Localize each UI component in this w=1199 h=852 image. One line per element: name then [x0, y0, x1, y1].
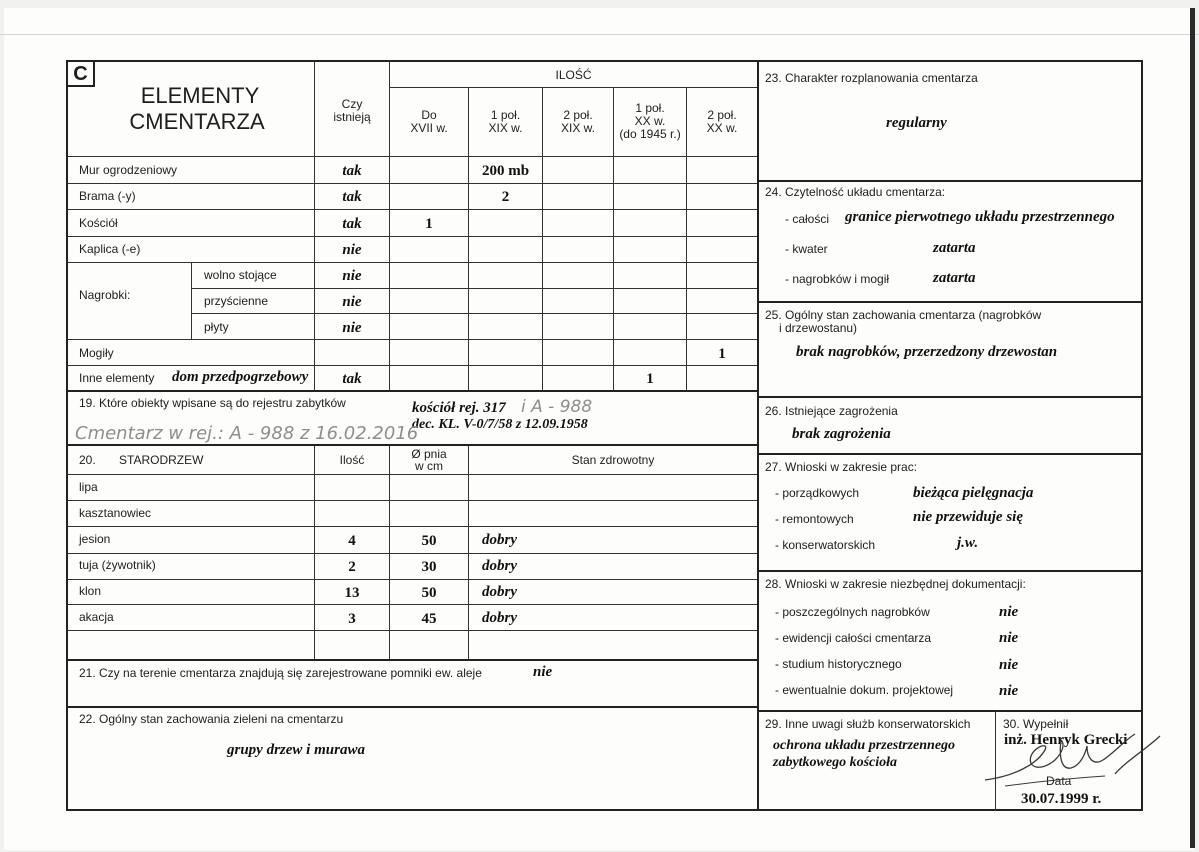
trees-number: 20. [79, 453, 96, 467]
signature-graphic [975, 716, 1175, 796]
tree-qty: 2 [348, 559, 356, 575]
grid-line [67, 156, 757, 157]
element-count: 1 [425, 216, 433, 232]
period-header: 2 poł. [707, 108, 737, 122]
tree-state: dobry [482, 584, 517, 600]
element-exists: tak [342, 216, 362, 232]
grid-line [191, 262, 192, 339]
element-label: Brama (-y) [79, 189, 136, 203]
element-exists: nie [342, 268, 362, 284]
trees-diam-header-2: w cm [415, 459, 443, 473]
element-exists: tak [342, 371, 362, 387]
q28-item-label: - poszczególnych nagrobków [775, 605, 930, 619]
q25-label-1: 25. Ogólny stan zachowania cmentarza (nagrobków [765, 308, 1042, 322]
q29-value-1: ochrona układu przestrzennego [773, 738, 956, 753]
tree-qty: 3 [348, 611, 356, 627]
element-exists: nie [342, 242, 362, 258]
grid-line [758, 453, 1142, 455]
q26-label: 26. Istniejące zagrożenia [765, 404, 898, 418]
q28-item-label: - ewidencji całości cmentarza [775, 631, 932, 645]
grid-line [758, 396, 1142, 398]
tree-diameter: 30 [421, 559, 437, 575]
q28-item-value: nie [999, 683, 1019, 699]
element-exists: nie [342, 320, 362, 336]
grid-line [67, 659, 757, 661]
element-extra: dom przedpogrzebowy [172, 369, 309, 385]
q27-item-value: bieżąca pielęgnacja [913, 485, 1034, 501]
element-label: Kościół [79, 216, 118, 230]
grid-line [67, 262, 757, 263]
q22-value: grupy drzew i murawa [227, 742, 365, 758]
tree-name: tuja (żywotnik) [79, 558, 156, 572]
q28-label: 28. Wnioski w zakresie niezbędnej dokumentacji: [765, 577, 1026, 591]
q24-item-value: granice pierwotnego układu przestrzennego [845, 209, 1115, 225]
grid-line [67, 706, 757, 708]
element-exists: tak [342, 189, 362, 205]
q24-item-label: - całości [785, 212, 830, 226]
grid-line [758, 570, 1142, 572]
grid-line [758, 710, 1142, 712]
quantity-header: ILOŚĆ [555, 68, 592, 82]
element-label: Mur ogrodzeniowy [79, 163, 178, 177]
period-header: XIX w. [560, 121, 595, 135]
sheet-edge [0, 34, 1199, 35]
grid-line [67, 390, 757, 392]
period-header: XIX w. [488, 121, 523, 135]
q26-value: brak zagrożenia [792, 426, 891, 442]
period-header: XX w. [706, 121, 738, 135]
q24-item-label: - nagrobków i mogił [785, 272, 890, 286]
tree-state: dobry [482, 610, 517, 626]
tree-name: akacja [79, 610, 114, 624]
grid-line [67, 553, 757, 554]
grid-line [758, 180, 1142, 182]
tree-name: lipa [79, 480, 98, 494]
period-header: Do [421, 108, 437, 122]
q29-value-2: zabytkowego kościoła [773, 755, 898, 770]
q27-label: 27. Wnioski w zakresie prac: [765, 460, 918, 474]
element-count: 1 [718, 346, 726, 362]
tree-qty: 4 [348, 533, 356, 549]
element-exists: nie [342, 294, 362, 310]
grid-line [67, 365, 757, 366]
q19-pencil-note: i A - 988 [521, 397, 593, 417]
q28-item-value: nie [999, 657, 1019, 673]
element-exists: tak [342, 163, 362, 179]
trees-state-header: Stan zdrowotny [571, 453, 655, 467]
element-label: Inne elementy [79, 371, 155, 385]
q22-label: 22. Ogólny stan zachowania zieleni na cmentarzu [79, 712, 344, 726]
grid-line [67, 339, 757, 340]
period-header: 1 poł. [635, 101, 665, 115]
grid-line [389, 87, 757, 88]
q23-value: regularny [886, 115, 947, 131]
q25-label-2: i drzewostanu) [779, 321, 858, 335]
period-header: XVII w. [410, 121, 448, 135]
q19-label: 19. Które obiekty wpisane są do rejestru zabytków [79, 396, 346, 410]
section-letter: C [68, 62, 95, 87]
grid-line [67, 579, 757, 580]
q23-label: 23. Charakter rozplanowania cmentarza [765, 71, 978, 85]
q28-item-label: - studium historycznego [775, 657, 902, 671]
nagrobki-label: Nagrobki: [79, 288, 131, 302]
q19-value-1: kościół rej. 317 [412, 400, 506, 416]
q27-item-label: - remontowych [775, 512, 854, 526]
q27-item-label: - konserwatorskich [775, 538, 876, 552]
grid-line [67, 526, 757, 527]
tree-name: klon [79, 584, 102, 598]
grid-line [67, 630, 757, 631]
q19-pencil-line: Cmentarz w rej.: A - 988 z 16.02.2016 [75, 423, 419, 444]
q24-item-label: - kwater [785, 242, 828, 256]
divider-main [757, 61, 759, 811]
q24-item-value: zatarta [933, 240, 976, 256]
period-header: XX w. [634, 114, 666, 128]
trees-qty-header: Ilość [339, 453, 365, 467]
grid-line [67, 209, 757, 210]
element-label: przyścienne [204, 294, 269, 308]
tree-diameter: 50 [421, 585, 437, 601]
q24-label: 24. Czytelność układu cmentarza: [765, 185, 946, 199]
q30-label: 30. Wypełnił [1003, 717, 1069, 731]
trees-diam-header-1: Ø pnia [411, 447, 447, 461]
element-count: 1 [646, 371, 654, 387]
grid-line [67, 444, 757, 446]
q28-item-label: - ewentualnie dokum. projektowej [775, 683, 954, 697]
period-header: (do 1945 r.) [619, 127, 681, 141]
trees-header: STARODRZEW [119, 453, 204, 467]
date-value: 30.07.1999 r. [1021, 791, 1102, 807]
tree-state: dobry [482, 532, 517, 548]
grid-line [758, 301, 1142, 303]
grid-line [67, 500, 757, 501]
q27-item-value: nie przewiduje się [913, 509, 1024, 525]
author-name: inż. Henryk Grecki [1004, 732, 1128, 748]
q19-value-2: dec. KL. V-0/7/58 z 12.09.1958 [412, 417, 588, 432]
element-label: wolno stojące [204, 268, 277, 282]
element-count: 200 mb [481, 163, 530, 179]
grid-line [67, 236, 757, 237]
element-label: płyty [204, 320, 229, 334]
tree-diameter: 45 [421, 611, 437, 627]
grid-line [67, 474, 757, 475]
q25-value: brak nagrobków, przerzedzony drzewostan [796, 344, 1058, 360]
element-label: Kaplica (-e) [79, 242, 141, 256]
q27-item-label: - porządkowych [775, 486, 860, 500]
title-line-2: CMENTARZA [129, 109, 265, 134]
grid-line [67, 183, 757, 184]
period-header: 2 poł. [563, 108, 593, 122]
tree-diameter: 50 [421, 533, 437, 549]
q27-item-value: j.w. [957, 535, 979, 551]
tree-qty: 13 [344, 585, 360, 601]
exists-header-1: Czy [341, 97, 363, 111]
q29-label: 29. Inne uwagi służb konserwatorskich [765, 717, 971, 731]
grid-line [191, 313, 757, 314]
q21-value: nie [533, 664, 553, 680]
period-header: 1 poł. [490, 108, 521, 122]
grid-line [67, 604, 757, 605]
date-label: Data [1046, 774, 1072, 788]
element-count: 2 [501, 189, 510, 205]
scan-edge [1190, 8, 1195, 848]
title-line-1: ELEMENTY [140, 83, 260, 108]
element-label: Mogiły [79, 346, 114, 360]
q28-item-value: nie [999, 630, 1019, 646]
exists-header-2: istnieją [333, 110, 371, 124]
tree-name: jesion [79, 532, 111, 546]
grid-line [191, 288, 757, 289]
tree-name: kasztanowiec [79, 506, 152, 520]
q21-label: 21. Czy na terenie cmentarza znajdują się zarejestrowane pomniki ew. aleje [79, 666, 482, 680]
tree-state: dobry [482, 558, 517, 574]
q24-item-value: zatarta [933, 270, 976, 286]
q28-item-value: nie [999, 604, 1019, 620]
